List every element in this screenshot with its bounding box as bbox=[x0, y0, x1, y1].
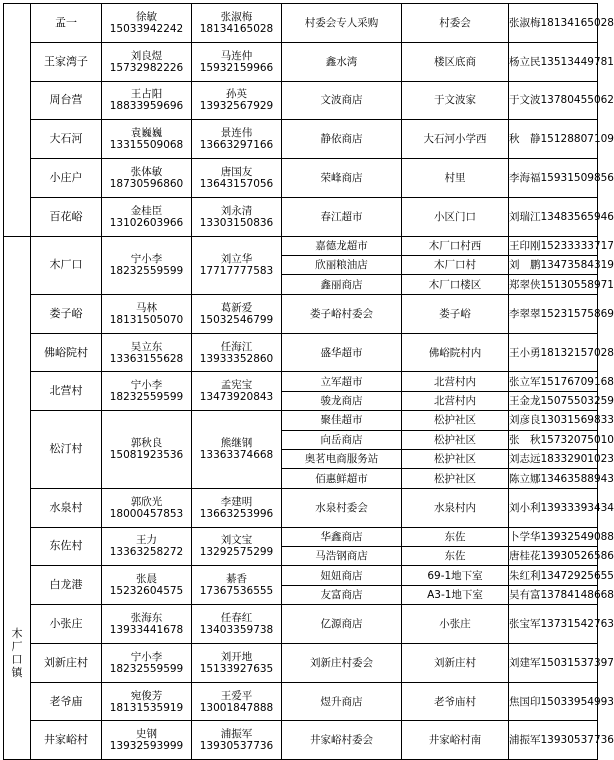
person-1-phone: 15232604575 bbox=[109, 585, 184, 598]
contact-person-1 bbox=[102, 605, 192, 644]
shop-name: 娄子峪村委会 bbox=[282, 294, 402, 333]
person-1-name: 史钢 bbox=[136, 728, 157, 741]
shop-name: 华鑫商店 bbox=[282, 527, 402, 546]
contact-person-1 bbox=[102, 197, 192, 236]
person-2-phone: 15032546799 bbox=[199, 313, 274, 326]
shop-name: 奥茗电商服务站 bbox=[282, 449, 402, 468]
village-name: 小张庄 bbox=[31, 605, 102, 644]
person-1-phone: 18833959696 bbox=[109, 100, 184, 113]
town-name: 木厂口镇 bbox=[11, 627, 23, 680]
village-name: 北营村 bbox=[31, 372, 102, 411]
village-name: 周台营 bbox=[31, 81, 102, 120]
contact-person-2 bbox=[192, 605, 282, 644]
shop-address: 69-1地下室 bbox=[402, 566, 509, 585]
shop-contact: 刘 鹏13473584319 bbox=[509, 256, 598, 275]
person-2-phone: 13001847888 bbox=[199, 701, 274, 714]
village-name: 孟一 bbox=[31, 4, 102, 43]
contact-person-1 bbox=[102, 721, 192, 760]
shop-contact: 李海福15931509856 bbox=[509, 159, 598, 198]
table-row bbox=[4, 605, 598, 624]
shop-name: 盛华超市 bbox=[282, 333, 402, 372]
contact-person-2 bbox=[192, 682, 282, 721]
shop-address: A3-1地下室 bbox=[402, 585, 509, 604]
contact-person-1 bbox=[102, 81, 192, 120]
contact-person-1 bbox=[102, 294, 192, 333]
shop-contact: 浦振军13930537736 bbox=[509, 721, 598, 760]
person-2-name: 刘文宝 bbox=[220, 534, 253, 547]
table-row bbox=[4, 682, 598, 701]
shop-contact: 朱红利13472925655 bbox=[509, 566, 598, 585]
person-1-name: 郭秋良 bbox=[130, 437, 163, 450]
shop-contact: 刘建军15031537397 bbox=[509, 643, 598, 682]
person-2-phone: 18134165028 bbox=[199, 22, 274, 35]
person-2-name: 綦香 bbox=[226, 573, 247, 586]
shop-address: 村委会 bbox=[402, 4, 509, 43]
shop-name: 友富商店 bbox=[282, 585, 402, 604]
table-row bbox=[4, 159, 598, 178]
shop-contact: 李翠翠15231575869 bbox=[509, 294, 598, 333]
person-1-phone: 15732982226 bbox=[109, 61, 184, 74]
person-1-phone: 18131505070 bbox=[109, 313, 184, 326]
person-1-name: 宁小李 bbox=[130, 253, 163, 266]
shop-contact: 张 秋15732075010 bbox=[509, 430, 598, 449]
person-1-name: 王占阳 bbox=[130, 88, 163, 101]
person-1-phone: 18000457853 bbox=[109, 507, 184, 520]
shop-name: 井家峪村委会 bbox=[282, 721, 402, 760]
person-2-phone: 13930537736 bbox=[199, 740, 274, 753]
person-2-phone: 13932567929 bbox=[199, 100, 274, 113]
person-2-phone: 13663297166 bbox=[199, 139, 274, 152]
shop-contact: 陈立娜13463588943 bbox=[509, 469, 598, 488]
person-1-phone: 13933441678 bbox=[109, 624, 184, 636]
table-row bbox=[4, 4, 598, 23]
shop-address: 松护社区 bbox=[402, 430, 509, 449]
person-1-name: 金桂臣 bbox=[130, 204, 163, 217]
village-name: 水泉村 bbox=[31, 488, 102, 527]
shop-contact: 卜学华13932549088 bbox=[509, 527, 598, 546]
person-2-phone: 13292575299 bbox=[199, 546, 274, 559]
shop-name: 煜升商店 bbox=[282, 682, 402, 721]
person-1-name: 张海东 bbox=[130, 612, 163, 624]
shop-name: 马浩钢商店 bbox=[282, 546, 402, 565]
shop-contact: 杨立民13513449781 bbox=[509, 42, 598, 81]
person-1-phone: 18232559599 bbox=[109, 391, 184, 404]
shop-address: 松护社区 bbox=[402, 469, 509, 488]
person-2-name: 张淑梅 bbox=[220, 10, 253, 23]
shop-address: 东佐 bbox=[402, 546, 509, 565]
person-2-phone: 15932159966 bbox=[199, 61, 274, 74]
person-2-name: 刘开地 bbox=[220, 650, 253, 663]
person-2-name: 景连伟 bbox=[220, 127, 253, 140]
person-1-name: 袁巍巍 bbox=[130, 127, 163, 140]
person-1-name: 吴立东 bbox=[130, 340, 163, 353]
table-row bbox=[4, 197, 598, 216]
contact-person-2 bbox=[192, 333, 282, 372]
shop-contact: 王小勇18132157028 bbox=[509, 333, 598, 372]
table-row bbox=[4, 294, 598, 313]
shop-contact: 张立军15176709168 bbox=[509, 372, 598, 391]
contact-person-2 bbox=[192, 197, 282, 236]
village-name: 娄子峪 bbox=[31, 294, 102, 333]
person-1-name: 宁小李 bbox=[130, 379, 163, 392]
contact-person-1 bbox=[102, 372, 192, 411]
shop-address: 井家峪村南 bbox=[402, 721, 509, 760]
shop-address: 村里 bbox=[402, 159, 509, 198]
shop-contact: 焦国印15033954993 bbox=[509, 682, 598, 721]
contact-person-1 bbox=[102, 566, 192, 605]
shop-name: 骏龙商店 bbox=[282, 391, 402, 410]
shop-contact: 王印刚15233333717 bbox=[509, 236, 598, 255]
town-cell bbox=[4, 236, 31, 760]
person-2-phone: 13933352860 bbox=[199, 352, 274, 365]
person-1-name: 马林 bbox=[136, 301, 157, 314]
shop-address: 娄子峪 bbox=[402, 294, 509, 333]
shop-name: 鑫丽商店 bbox=[282, 275, 402, 294]
table-row bbox=[4, 527, 598, 546]
shop-address: 木厂口村 bbox=[402, 256, 509, 275]
shop-address: 小张庄 bbox=[402, 605, 509, 644]
person-2-name: 孙英 bbox=[226, 88, 247, 101]
person-1-name: 王力 bbox=[136, 534, 157, 547]
shop-name: 静依商店 bbox=[282, 120, 402, 159]
shop-contact: 郑翠侠15130558971 bbox=[509, 275, 598, 294]
contact-person-1 bbox=[102, 159, 192, 198]
person-2-phone: 17717777583 bbox=[199, 265, 274, 278]
contact-person-1 bbox=[102, 527, 192, 566]
shop-name: 亿源商店 bbox=[282, 605, 402, 644]
table-row bbox=[4, 721, 598, 740]
town-cell-blank bbox=[4, 4, 31, 237]
person-1-name: 张体敏 bbox=[130, 166, 163, 179]
contact-person-2 bbox=[192, 411, 282, 489]
supply-table bbox=[3, 3, 614, 760]
person-2-phone: 13363374668 bbox=[199, 449, 274, 462]
shop-address: 松护社区 bbox=[402, 411, 509, 430]
person-2-name: 马连仲 bbox=[220, 49, 253, 62]
person-1-phone: 13932593999 bbox=[109, 740, 184, 753]
person-2-name: 刘永清 bbox=[220, 204, 253, 217]
table-row bbox=[4, 333, 598, 352]
person-1-phone: 15081923536 bbox=[109, 449, 184, 462]
shop-address: 佛峪院村内 bbox=[402, 333, 509, 372]
person-1-phone: 13315509068 bbox=[109, 139, 184, 152]
person-2-name: 任春红 bbox=[220, 612, 253, 624]
person-2-phone: 17367536555 bbox=[199, 585, 274, 598]
person-2-phone: 13403359738 bbox=[199, 624, 274, 636]
contact-person-1 bbox=[102, 411, 192, 489]
person-2-phone: 15133927635 bbox=[199, 662, 274, 675]
shop-address: 刘新庄村 bbox=[402, 643, 509, 682]
contact-person-2 bbox=[192, 488, 282, 527]
shop-contact: 刘志远18332901023 bbox=[509, 449, 598, 468]
shop-name: 聚佳超市 bbox=[282, 411, 402, 430]
person-2-name: 唐国友 bbox=[220, 166, 253, 179]
person-1-phone: 18131535919 bbox=[109, 701, 184, 714]
contact-person-2 bbox=[192, 120, 282, 159]
person-1-name: 郭欣光 bbox=[130, 495, 163, 508]
shop-address: 于文波家 bbox=[402, 81, 509, 120]
person-2-name: 浦振军 bbox=[220, 728, 253, 741]
shop-name: 春江超市 bbox=[282, 197, 402, 236]
village-name: 大石河 bbox=[31, 120, 102, 159]
village-name: 白龙港 bbox=[31, 566, 102, 605]
person-1-phone: 18232559599 bbox=[109, 265, 184, 278]
shop-name: 荣峰商店 bbox=[282, 159, 402, 198]
shop-contact: 刘彦良13031569833 bbox=[509, 411, 598, 430]
table-row bbox=[4, 643, 598, 662]
shop-name: 水泉村委会 bbox=[282, 488, 402, 527]
shop-address: 小区门口 bbox=[402, 197, 509, 236]
person-1-name: 宁小李 bbox=[130, 650, 163, 663]
shop-address: 老爷庙村 bbox=[402, 682, 509, 721]
person-1-phone: 13102603966 bbox=[109, 216, 184, 229]
table-row bbox=[4, 120, 598, 139]
contact-person-2 bbox=[192, 4, 282, 43]
contact-person-1 bbox=[102, 488, 192, 527]
contact-person-2 bbox=[192, 294, 282, 333]
village-name: 老爷庙 bbox=[31, 682, 102, 721]
shop-address: 木厂口楼区 bbox=[402, 275, 509, 294]
shop-name: 文波商店 bbox=[282, 81, 402, 120]
contact-person-2 bbox=[192, 236, 282, 294]
shop-address: 大石河小学西 bbox=[402, 120, 509, 159]
person-2-name: 刘立华 bbox=[220, 253, 253, 266]
shop-contact: 张宝军13731542763 bbox=[509, 605, 598, 644]
person-2-phone: 13303150836 bbox=[199, 216, 274, 229]
shop-contact: 秋 静15128807109 bbox=[509, 120, 598, 159]
person-1-name: 刘良煜 bbox=[130, 49, 163, 62]
shop-address: 北营村内 bbox=[402, 391, 509, 410]
table-row bbox=[4, 566, 598, 585]
shop-name: 向岳商店 bbox=[282, 430, 402, 449]
shop-contact: 于文波13780455062 bbox=[509, 81, 598, 120]
shop-name: 鑫水湾 bbox=[282, 42, 402, 81]
shop-name: 佰惠鲜超市 bbox=[282, 469, 402, 488]
shop-name: 刘新庄村委会 bbox=[282, 643, 402, 682]
shop-contact: 刘小利13933393434 bbox=[509, 488, 598, 527]
person-2-name: 熊继钢 bbox=[220, 437, 253, 450]
person-2-phone: 13643157056 bbox=[199, 178, 274, 191]
contact-person-1 bbox=[102, 120, 192, 159]
village-name: 东佐村 bbox=[31, 527, 102, 566]
contact-person-1 bbox=[102, 236, 192, 294]
table-row bbox=[4, 411, 598, 430]
person-1-name: 宛俊芳 bbox=[130, 689, 163, 702]
person-1-name: 徐敏 bbox=[136, 10, 157, 23]
contact-person-1 bbox=[102, 4, 192, 43]
table-row bbox=[4, 236, 598, 255]
contact-person-1 bbox=[102, 42, 192, 81]
person-2-name: 李建明 bbox=[220, 495, 253, 508]
village-name: 松汀村 bbox=[31, 411, 102, 489]
village-name: 小庄户 bbox=[31, 159, 102, 198]
person-1-phone: 18730596860 bbox=[109, 178, 184, 191]
shop-contact: 刘瑞江13483565946 bbox=[509, 197, 598, 236]
shop-name: 欣丽粮油店 bbox=[282, 256, 402, 275]
contact-person-2 bbox=[192, 527, 282, 566]
person-1-phone: 13363155628 bbox=[109, 352, 184, 365]
person-1-phone: 18232559599 bbox=[109, 662, 184, 675]
contact-person-1 bbox=[102, 643, 192, 682]
person-2-phone: 13473920843 bbox=[199, 391, 274, 404]
shop-contact: 张淑梅18134165028 bbox=[509, 4, 598, 43]
village-name: 佛峪院村 bbox=[31, 333, 102, 372]
village-name: 刘新庄村 bbox=[31, 643, 102, 682]
contact-person-1 bbox=[102, 682, 192, 721]
shop-contact: 王金龙15075503259 bbox=[509, 391, 598, 410]
village-name: 井家峪村 bbox=[31, 721, 102, 760]
shop-address: 北营村内 bbox=[402, 372, 509, 391]
village-name: 王家湾子 bbox=[31, 42, 102, 81]
contact-person-2 bbox=[192, 721, 282, 760]
contact-person-1 bbox=[102, 333, 192, 372]
shop-contact: 唐桂花13930526586 bbox=[509, 546, 598, 565]
person-2-name: 葛新爱 bbox=[220, 301, 253, 314]
shop-contact: 吴有富13784148668 bbox=[509, 585, 598, 604]
person-2-name: 任海江 bbox=[220, 340, 253, 353]
table-row bbox=[4, 42, 598, 61]
contact-person-2 bbox=[192, 372, 282, 411]
contact-person-2 bbox=[192, 566, 282, 605]
village-name: 百花峪 bbox=[31, 197, 102, 236]
contact-person-2 bbox=[192, 42, 282, 81]
table-body bbox=[4, 4, 614, 760]
contact-person-2 bbox=[192, 159, 282, 198]
shop-name: 嘉德龙超市 bbox=[282, 236, 402, 255]
table-row bbox=[4, 81, 598, 100]
person-2-phone: 13663253996 bbox=[199, 507, 274, 520]
shop-address: 松护社区 bbox=[402, 449, 509, 468]
person-2-name: 孟宪宝 bbox=[220, 379, 253, 392]
shop-address: 木厂口村西 bbox=[402, 236, 509, 255]
shop-address: 东佐 bbox=[402, 527, 509, 546]
shop-address: 水泉村内 bbox=[402, 488, 509, 527]
person-1-phone: 15033942242 bbox=[109, 22, 184, 35]
person-1-phone: 13363258272 bbox=[109, 546, 184, 559]
person-2-name: 王爱平 bbox=[220, 689, 253, 702]
shop-name: 村委会专人采购 bbox=[282, 4, 402, 43]
contact-person-2 bbox=[192, 81, 282, 120]
shop-address: 楼区底商 bbox=[402, 42, 509, 81]
contact-person-2 bbox=[192, 643, 282, 682]
table-row bbox=[4, 372, 598, 391]
table-row bbox=[4, 488, 598, 507]
person-1-name: 张晨 bbox=[136, 573, 157, 586]
village-name: 木厂口 bbox=[31, 236, 102, 294]
shop-name: 立军超市 bbox=[282, 372, 402, 391]
shop-name: 妞妞商店 bbox=[282, 566, 402, 585]
